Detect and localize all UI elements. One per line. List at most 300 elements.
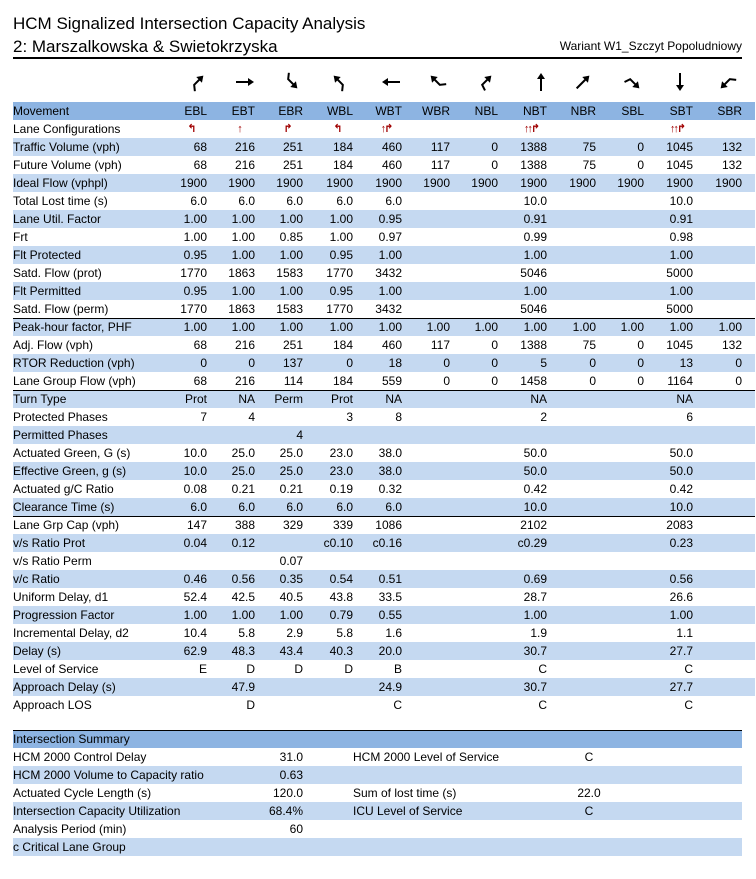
table-cell: 1.00 [183,212,207,226]
table-cell: 10.0 [669,194,693,208]
table-cell: 25.0 [231,446,255,460]
table-cell: 6.0 [286,194,303,208]
lane-config-icon: ↑↱ [380,123,392,135]
table-cell: 6.0 [385,500,402,514]
summary-row [13,748,742,766]
lane-config-icon: ↑↑↱ [669,123,685,135]
summary-label: Analysis Period (min) [13,822,127,836]
table-cell: 1.00 [279,608,303,622]
table-cell: 0 [248,356,255,370]
table-cell: B [393,662,402,676]
table-cell: 5 [540,356,547,370]
table-cell: 0.98 [669,230,693,244]
ebt-arrow-icon [233,70,257,94]
table-cell: 0.95 [329,284,353,298]
nbr-arrow-icon [571,70,595,94]
table-row [13,426,755,444]
table-cell: WBL [326,104,353,118]
title-rule [13,57,742,59]
row-label: Permitted Phases [13,428,108,442]
table-cell: 0.54 [329,572,353,586]
table-cell: 0.51 [378,572,402,586]
table-cell: 1.00 [523,284,547,298]
summary-header: Intersection Summary [13,730,742,748]
table-cell: 48.3 [231,644,255,658]
summary-value-secondary: C [584,804,594,818]
table-row [13,408,755,426]
table-cell: 68 [193,158,207,172]
table-row [13,552,755,570]
table-row [13,462,755,480]
table-cell: 6.0 [190,500,207,514]
table-cell: 1.00 [183,320,207,334]
table-cell: 1583 [276,266,303,280]
table-cell: 1.00 [669,284,693,298]
row-label: Uniform Delay, d1 [13,590,109,604]
row-label: Protected Phases [13,410,108,424]
table-cell: 1045 [666,158,693,172]
table-cell: NA [238,392,255,406]
table-cell: 184 [332,374,353,388]
table-cell: 10.4 [183,626,207,640]
table-cell: 1.00 [231,284,255,298]
table-cell: 251 [282,140,303,154]
table-cell: 1.6 [385,626,402,640]
table-cell: C [684,698,693,712]
table-cell: 4 [296,428,303,442]
table-row [13,192,755,210]
table-cell: 1.00 [523,320,547,334]
summary-label-secondary: ICU Level of Service [353,804,463,818]
table-cell: WBR [422,104,450,118]
table-cell: 6.0 [336,194,353,208]
ebl-arrow-icon [185,70,209,94]
table-cell: D [246,662,255,676]
summary-value: 68.4% [268,804,303,818]
table-cell: 117 [430,158,450,172]
table-cell: NA [530,392,547,406]
table-cell: 460 [381,140,402,154]
row-label: Flt Protected [13,248,82,262]
table-cell: 1770 [180,302,207,316]
movement-arrows [0,64,756,100]
table-cell: 1.00 [329,230,353,244]
table-cell: 33.5 [378,590,402,604]
summary-label: Intersection Capacity Utilization [13,804,181,818]
column-header-row [13,102,755,120]
table-cell: 47.9 [231,680,255,694]
table-cell: 1.00 [183,230,207,244]
table-row [13,444,755,462]
table-cell: 1164 [667,374,693,388]
table-cell: 10.0 [669,500,693,514]
table-cell: NBT [523,104,547,118]
table-cell: 0 [491,140,498,154]
table-cell: 25.0 [279,464,303,478]
table-cell: 1.00 [718,320,742,334]
row-label: Satd. Flow (prot) [13,266,102,280]
table-cell: 2102 [520,518,547,532]
table-cell: c0.10 [323,536,353,550]
row-label: Clearance Time (s) [13,500,115,514]
table-row [13,678,755,696]
table-cell: 1900 [326,176,353,190]
table-cell: 0 [637,374,644,388]
table-row [13,372,755,390]
table-cell: 117 [430,140,450,154]
table-cell: 0.69 [523,572,547,586]
table-cell: 1900 [375,176,402,190]
table-cell: 1.9 [530,626,547,640]
summary-value-secondary: C [584,750,594,764]
table-cell: 0 [735,374,742,388]
table-cell: 6.0 [238,500,255,514]
table-cell: 75 [582,140,596,154]
table-cell: 251 [282,338,303,352]
table-cell: c0.29 [517,536,547,550]
table-cell: 50.0 [523,464,547,478]
table-cell: 0.95 [378,212,402,226]
intersection-summary [13,730,742,856]
row-label: RTOR Reduction (vph) [13,356,135,370]
table-cell: 40.5 [279,590,303,604]
table-cell: SBR [717,104,742,118]
table-cell: 5.8 [238,626,255,640]
table-cell: 460 [381,158,402,172]
table-cell: Prot [330,392,353,406]
table-cell: 1388 [520,338,547,352]
table-cell: 0.46 [183,572,207,586]
table-cell: 30.7 [523,644,547,658]
row-label: Frt [13,230,28,244]
table-cell: 24.9 [378,680,402,694]
table-cell: 50.0 [669,464,693,478]
table-row [13,318,755,336]
table-cell: 1583 [276,302,303,316]
row-label: Level of Service [13,662,99,676]
scenario-name: Wariant W1_Szczyt Popoludniowy [559,39,742,53]
table-cell: 216 [234,140,255,154]
table-cell: 23.0 [329,464,353,478]
row-label: Total Lost time (s) [13,194,108,208]
table-cell: 329 [282,518,303,532]
table-cell: 0.07 [279,554,303,568]
table-cell: 27.7 [669,680,693,694]
table-cell: 1.00 [474,320,498,334]
table-cell: 0.12 [231,536,255,550]
table-cell: 0 [637,356,644,370]
row-label: Approach Delay (s) [13,680,116,694]
table-cell: 1388 [520,158,547,172]
table-cell: 25.0 [279,446,303,460]
table-row [13,570,755,588]
summary-label: HCM 2000 Control Delay [13,750,147,764]
summary-label-secondary: HCM 2000 Level of Service [353,750,500,764]
table-cell: 10.0 [183,446,207,460]
row-label: Progression Factor [13,608,115,622]
table-cell: 3 [346,410,353,424]
intersection-name: 2: Marszalkowska & Swietokrzyska [13,37,278,56]
table-cell: 0.21 [231,482,255,496]
table-cell: 0.95 [183,284,207,298]
row-label: Ideal Flow (vphpl) [13,176,108,190]
table-cell: 388 [234,518,255,532]
table-cell: 1.00 [378,248,402,262]
table-cell: 0 [200,356,207,370]
nbt-arrow-icon [529,70,553,94]
lane-config-icon: ↰ [187,123,195,135]
table-cell: 0.35 [279,572,303,586]
summary-value-secondary: 22.0 [577,786,601,800]
table-cell: 460 [381,338,402,352]
summary-label: c Critical Lane Group [13,840,126,854]
summary-row [13,766,742,784]
summary-label-secondary: Sum of lost time (s) [353,786,457,800]
row-label: v/c Ratio [13,572,60,586]
table-cell: 52.4 [183,590,207,604]
table-cell: 1.00 [231,608,255,622]
table-cell: 0.95 [183,248,207,262]
ebr-arrow-icon [279,70,303,94]
report-title: HCM Signalized Intersection Capacity Analysis [13,14,366,33]
table-cell: 5046 [520,266,547,280]
table-cell: 1.00 [523,248,547,262]
table-cell: 38.0 [378,446,402,460]
table-cell: 68 [193,338,207,352]
table-cell: 26.6 [669,590,693,604]
table-cell: 1.00 [279,212,303,226]
table-cell: 1.00 [669,248,693,262]
table-row [13,264,755,282]
table-cell: 62.9 [183,644,207,658]
table-cell: 10.0 [523,194,547,208]
table-cell: 184 [332,158,353,172]
table-cell: 339 [332,518,353,532]
row-label: Traffic Volume (vph) [13,140,120,154]
table-cell: Prot [184,392,207,406]
table-cell: WBT [375,104,402,118]
row-label: Adj. Flow (vph) [13,338,94,352]
table-row [13,282,755,300]
table-cell: 1.00 [231,320,255,334]
table-cell: 0.19 [329,482,353,496]
table-cell: EBR [278,104,303,118]
table-cell: 1863 [228,266,255,280]
table-cell: 6.0 [238,194,255,208]
table-cell: 1.00 [279,284,303,298]
table-cell: 1900 [569,176,596,190]
table-row [13,336,755,354]
table-cell: 8 [395,410,402,424]
table-cell: 1.1 [676,626,693,640]
table-row [13,696,755,714]
table-cell: 0.97 [378,230,402,244]
table-row [13,120,755,138]
table-cell: 0.42 [669,482,693,496]
table-cell: 2083 [666,518,693,532]
table-cell: 0.95 [329,248,353,262]
lane-config-icon: ↑ [237,123,241,135]
table-cell: 1086 [375,518,402,532]
table-cell: 0.55 [378,608,402,622]
table-row [13,606,755,624]
table-cell: 5000 [666,266,693,280]
table-cell: 0 [443,356,450,370]
table-cell: 30.7 [523,680,547,694]
table-cell: 1.00 [378,284,402,298]
table-cell: 0 [491,158,498,172]
table-cell: NA [676,392,693,406]
table-cell: 1770 [180,266,207,280]
table-cell: 132 [721,158,742,172]
table-cell: 184 [332,338,353,352]
table-cell: 50.0 [523,446,547,460]
table-cell: 42.5 [231,590,255,604]
table-cell: 1900 [666,176,693,190]
table-row [13,480,755,498]
table-cell: 23.0 [329,446,353,460]
table-cell: 0.91 [523,212,547,226]
row-label: Flt Permitted [13,284,82,298]
table-row [13,300,755,318]
summary-row [13,802,742,820]
table-cell: 0.85 [279,230,303,244]
table-row [13,516,755,534]
table-cell: 6.0 [385,194,402,208]
summary-value: 120.0 [272,786,303,800]
table-cell: 1.00 [378,320,402,334]
summary-label: HCM 2000 Volume to Capacity ratio [13,768,204,782]
table-cell: 40.3 [329,644,353,658]
table-cell: 147 [186,518,207,532]
table-cell: 1.00 [183,608,207,622]
table-cell: 6.0 [286,500,303,514]
summary-label: Actuated Cycle Length (s) [13,786,152,800]
table-row [13,138,755,156]
table-cell: 1900 [471,176,498,190]
table-cell: 1900 [617,176,644,190]
table-cell: 5046 [520,302,547,316]
row-label: Lane Grp Cap (vph) [13,518,120,532]
table-cell: 0.99 [523,230,547,244]
table-cell: 2 [540,410,547,424]
table-cell: 6.0 [190,194,207,208]
table-cell: Perm [274,392,303,406]
table-cell: C [684,662,693,676]
table-cell: 1458 [520,374,547,388]
summary-value: 31.0 [279,750,303,764]
table-cell: 0 [491,374,498,388]
table-cell: 1.00 [426,320,450,334]
table-cell: 1045 [666,140,693,154]
table-cell: 0.56 [231,572,255,586]
table-row [13,228,755,246]
table-cell: 1.00 [572,320,596,334]
table-row [13,354,755,372]
table-cell: 1900 [520,176,547,190]
table-cell: 13 [679,356,693,370]
table-cell: 10.0 [523,500,547,514]
lane-config-icon: ↱ [283,123,291,135]
table-cell: 1045 [666,338,693,352]
sbt-arrow-icon [668,70,692,94]
table-cell: 1.00 [279,320,303,334]
table-cell: 251 [282,158,303,172]
summary-row [13,820,742,838]
table-cell: D [294,662,303,676]
table-row [13,624,755,642]
table-cell: 1770 [326,302,353,316]
row-label: Turn Type [13,392,67,406]
table-cell: C [538,698,547,712]
table-cell: 27.7 [669,644,693,658]
table-cell: 132 [721,140,742,154]
table-cell: 216 [234,338,255,352]
table-cell: 137 [282,356,303,370]
table-cell: C [393,698,402,712]
table-cell: 25.0 [231,464,255,478]
table-cell: c0.16 [372,536,402,550]
table-cell: 1.00 [329,212,353,226]
table-cell: EBT [231,104,255,118]
row-label: v/s Ratio Prot [13,536,86,550]
table-row [13,660,755,678]
table-cell: 0.56 [669,572,693,586]
nbl-arrow-icon [473,70,497,94]
table-cell: 68 [193,374,207,388]
table-cell: 68 [193,140,207,154]
table-cell: 1.00 [279,248,303,262]
table-cell: 75 [582,338,596,352]
row-label: Approach LOS [13,698,92,712]
table-cell: 117 [430,338,450,352]
table-cell: D [246,698,255,712]
table-cell: 43.4 [279,644,303,658]
table-cell: 1.00 [329,320,353,334]
table-cell: NA [385,392,402,406]
table-cell: 559 [381,374,402,388]
sbl-arrow-icon [621,70,645,94]
table-row [13,210,755,228]
table-cell: EBL [184,104,207,118]
row-label: Lane Group Flow (vph) [13,374,136,388]
table-cell: 20.0 [378,644,402,658]
table-cell: 0.04 [183,536,207,550]
table-cell: NBL [474,104,498,118]
table-cell: 6.0 [336,500,353,514]
table-cell: 0.42 [523,482,547,496]
table-cell: 0 [346,356,353,370]
wbl-arrow-icon [328,70,352,94]
table-row [13,390,755,408]
table-cell: 1900 [423,176,450,190]
table-cell: 1900 [276,176,303,190]
table-row [13,156,755,174]
row-label: Future Volume (vph) [13,158,122,172]
table-cell: 0 [589,356,596,370]
table-cell: 0.21 [279,482,303,496]
table-cell: 5000 [666,302,693,316]
table-cell: 5.8 [336,626,353,640]
table-cell: 0 [491,356,498,370]
row-label: Delay (s) [13,644,62,658]
row-label: Incremental Delay, d2 [13,626,129,640]
table-cell: 7 [200,410,207,424]
table-cell: 114 [283,374,303,388]
table-cell: 0 [637,338,644,352]
table-row [13,534,755,552]
row-label: v/s Ratio Perm [13,554,92,568]
